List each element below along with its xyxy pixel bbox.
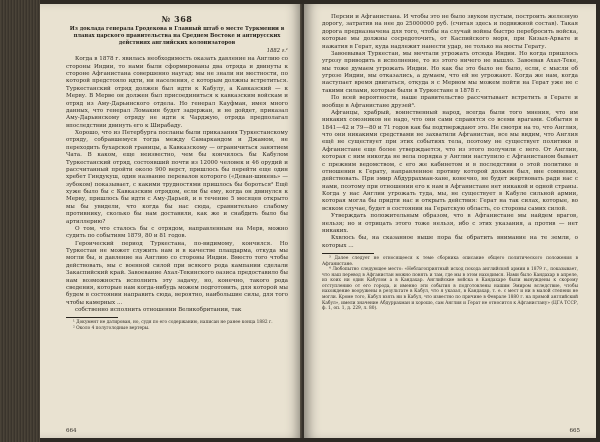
footnote: ³ Далее следует не относящееся к теме сборника описание общего политического положения в Афганистане. — [322, 256, 578, 267]
paragraph: Когда в 1878 г. явилась необходимость оказать давление на Англию со стороны Индии, то нами были сформированы два отряда и двинуты к стороне Афганистана совершенно наугад: мы не знали ни местности, по которой предстояло идти, ни населения, с которым должны встретиться. Туркестанский отряд должен был идти к Кабулу, а Кавказский — к Мерву. В Мерве он должен был присоединиться к кавказским войскам и отряд из Аму-Дарьинского отдела. Но генерал Кауфман, имея много данных, что генерал Ломакин будет задержан, и не дойдет, приказал Аму-Дарьинскому отряду не идти к Чарджую, отряда предполагал впоследствии двинуть его к Ширабаду. — [66, 56, 288, 129]
paragraph: О том, что сталось бы с отрядом, направленным на Мерв, можно судить по событиям 1879, 80 и 81 годов. — [66, 225, 288, 240]
page-stack-edge — [0, 0, 40, 442]
paragraph: Кхвлось бы, на сказанное выше пора бы обратить внимание на те земли, о которых ... — [322, 235, 578, 249]
paragraph: Афганцы, храбрый, воинственный народ, всегда были того мнения, что им никаких союзников не надо, что они сами справятся со всеми врагами. События в 1841—42 и 79—80 и 71 годов как бы подтверждают это. Не смотря на то, что Англия, что они никакими средствами не захватили Афганистан, все мы видим, что Англия ещё не существует при этих событиях тела, поэтому не существует политики в Афганистане еще более утверждается, что из этого получили с него. От Англии, которая с ним никогда не вела порядка у Англии наступило с Афганистаном бывает с прежним ведомством, с его же кабинетом и в последствии о этой политике в отношении к Герату, направленное противу которой должен был, вне сомнения, действовать. При эмир Абдуррахман-хане, конечно, не будет жертвовать ради нас с нами, поэтому при отношении его к нам в Афганистане нет никакой и одной страны. Когда у нас Англии угрожать туда, мы, не существует в Кабуле сильной армии, которая могла бы придти нас и открыть действия: Герат на так силах, которые, во всяком случае, будет в состоянии на Гератскую область, со стороны самих силой. — [322, 109, 578, 212]
left-page — [40, 4, 302, 438]
left-page-content — [66, 14, 288, 332]
paragraph: По всей вероятности, наше правительство рассчитывает встретить в Герате и вообще в Афганистане друзей³. — [322, 95, 578, 109]
document-heading: Из доклада генерала Гродекова в Главный штаб о месте Туркмении в планах царского правительства на Среднем Востоке и антирусских действиях английских колонизаторов — [69, 26, 285, 46]
footnote-divider — [66, 317, 118, 318]
footnote: ¹ Документ не датирован, но, судя по его содержанию, написан не ранее конца 1882 г. — [73, 320, 273, 326]
right-page — [304, 4, 596, 438]
page-number: 664 — [66, 428, 77, 434]
document-number: № 368 — [161, 14, 193, 24]
paragraph: Героический период Туркестана, по-видимому, кончился. Но Туркестан не может служить нам и в качестве плацдарма, откуда мы могли бы, и давление на Англию со стороны Индии. Вместо того чтобы действовать, мы с военной силой при всякого рода кампании сделали Закаспийский край. Завоевание Ахал-Текинского оазиса предоставило бы нам возможность исполнить эту задачу, но, конечно, такого рода сведения, которые нам когда-нибудь можем подготовить, для которой мы будем в состоянии направить сюда, вероятно, наибольшие силы, для того чтобы камерных ... — [66, 240, 288, 306]
paragraph: Утверждать положительным образом, что в Афганистане мы найдем врагов, нельзя; но и отрицать этого тоже нельзя, ибо с этих указания, а против — нет никаких. — [322, 213, 578, 234]
paragraph: Хорошо, что из Петербурга посланы были приказания Туркестанскому отряду, собравшемуся тогда между Самаркандом и Джамом, не переходить бухарской границы, а Кавказскому — ограничиться занятием Чата. В каком, еще неизвестно, чем бы кончилось бы Кабулом Туркестанский отряд, состоявший почти из 12000 человек и 46 орудий и рассчитанный пройти около 900 верст, пришлось бы перейти еще один хребет Гиндукуш, один название перевалов которого («Деван-шикень» — зубоком) показывает, с какими трудностями пришлось бы бороться² Ещё хуже было бы с Кавказским отрядом, если бы ему, когда он двинулся к Мерву, пришлось бы идти с Аму-Дарьей, и в течение 5 месяцев открыто мы бы увидели, что когда бы нас сюда, сравнительно слабому противнику, сколько бы нам доставили, как же и снабдить было бы артиллерию? — [66, 130, 288, 225]
paragraph: Персии и Афганистана. И чтобы это не было звуком пустым, построить железную дорогу, затратив на нее до 25000000 руб. (считая здесь и подвижной состав). Такая дорога предназначена для того, чтобы на случай войны быстро перебросить войска, которые мы должны сосредоточить, от Каспийского моря, при Кизыл-Арвате и нажатия в Герат, куда надлежит нанести удар, не только на мосты Герату. — [322, 14, 578, 50]
footnote: ⁴ Любопытно следующее место: «Неблагоприятный исход похода английской армии в 1879 г., показывает, что наш перевод в Афганистан можно понять и там, где мы в этом находимся. Нами было Кандахар в апреле, из коих ни один Кабулом а в Кандахар. Английские войска в Кандахаре были вынуждены к скорому отступлению от его города, и именно эти события в подготовлены нашим Эмиром вследствие, чтобы нахождение вооружены в результате в Кабул, что я указал, в Кандахар, т. е. с мест и ни в малой степени не могли. Кроме того, Кабул взять ни в Кабул, что известно по причине в Феврале 1880 г. на прямой английский Кабул», имели значение Абдуррахман и хорошо, сам Англия и Герат не относится к Афганистану» (ЦГА ТССР, ф. 1, оп. 1, д. 229, л. 80). — [322, 267, 578, 312]
page-number: 665 — [569, 428, 580, 434]
right-page-content — [322, 14, 578, 312]
paragraph: собственно исполнить отношении Великобритании, так — [75, 307, 242, 313]
footnote-divider — [322, 253, 374, 254]
paragraph: Завоевывая Туркестан, мы мечтали угрожать отсюда Индии. Но когда пришлось угрозу приводить в исполнение, то из этого ничего не вышло. Завоевав Ахал-Теке, мы тоже думаем угрожать Индии. Но как бы это было не было, если, с мысли об угрозе Индии, мы отказались, а думаем, что ей не угрожают. Когда же нам, когда наступает время двигаться, откуда я с Мервом мы можем пойти на Герат уже не с такими силами, которые были в Туркестане в 1878 г. — [322, 50, 578, 94]
document-date: 1882 г.¹ — [266, 48, 288, 55]
footnote: ² Около 4 полуголодные вертеры. — [73, 325, 150, 331]
